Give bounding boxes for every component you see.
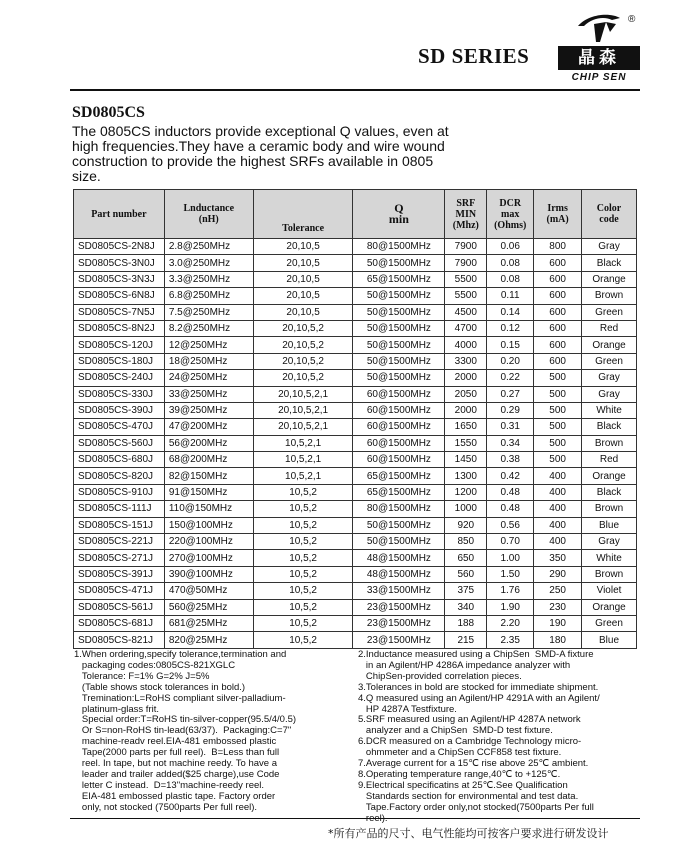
table-row: [74, 484, 637, 500]
cell-color: Orange: [582, 337, 637, 353]
cell-q: 23@1500MHz: [353, 615, 445, 631]
cell-color: Red: [582, 320, 637, 336]
cell-irms: 400: [534, 468, 582, 484]
cell-q: 60@1500MHz: [353, 419, 445, 435]
cell-srf: 7900: [445, 255, 487, 271]
cell-part-number: SD0805CS-111J: [74, 501, 165, 517]
cell-dcr: 0.42: [487, 468, 534, 484]
cell-color: Blue: [582, 632, 637, 648]
cell-q: 60@1500MHz: [353, 452, 445, 468]
cell-srf: 1450: [445, 452, 487, 468]
cell-part-number: SD0805CS-151J: [74, 517, 165, 533]
cell-inductance: 8.2@250MHz: [164, 320, 253, 336]
cell-tolerance: 20,10,5,2: [253, 370, 353, 386]
table-row: [74, 370, 637, 386]
cell-part-number: SD0805CS-390J: [74, 402, 165, 418]
cell-tolerance: 20,10,5: [253, 288, 353, 304]
cell-irms: 400: [534, 501, 582, 517]
cell-irms: 400: [534, 484, 582, 500]
cell-irms: 500: [534, 402, 582, 418]
cell-part-number: SD0805CS-8N2J: [74, 320, 165, 336]
table-row: [74, 419, 637, 435]
cell-irms: 190: [534, 615, 582, 631]
cell-color: White: [582, 550, 637, 566]
col-inductance: Lnductance (nH): [164, 190, 253, 239]
cell-tolerance: 10,5,2: [253, 632, 353, 648]
cell-inductance: 270@100MHz: [164, 550, 253, 566]
cell-inductance: 2.8@250MHz: [164, 239, 253, 255]
col-tolerance: Tolerance: [253, 190, 353, 239]
cell-part-number: SD0805CS-221J: [74, 534, 165, 550]
cell-inductance: 110@150MHz: [164, 501, 253, 517]
cell-dcr: 0.12: [487, 320, 534, 336]
cell-srf: 2000: [445, 402, 487, 418]
cell-color: Brown: [582, 435, 637, 451]
cell-part-number: SD0805CS-680J: [74, 452, 165, 468]
cell-q: 60@1500MHz: [353, 386, 445, 402]
product-title: SD0805CS: [72, 104, 145, 121]
cell-part-number: SD0805CS-821J: [74, 632, 165, 648]
cell-srf: 1200: [445, 484, 487, 500]
cell-inductance: 3.3@250MHz: [164, 271, 253, 287]
cell-tolerance: 20,10,5,2,1: [253, 419, 353, 435]
cell-inductance: 82@150MHz: [164, 468, 253, 484]
cell-q: 23@1500MHz: [353, 632, 445, 648]
footer-note: *所有产品的尺寸、电气性能均可按客户要求进行研发设计: [328, 827, 609, 840]
cell-srf: 340: [445, 599, 487, 615]
col-q-min: Q min: [353, 190, 445, 239]
cell-q: 50@1500MHz: [353, 288, 445, 304]
cell-irms: 500: [534, 452, 582, 468]
cell-srf: 920: [445, 517, 487, 533]
cell-irms: 250: [534, 583, 582, 599]
col-srf: SRF MIN (Mhz): [445, 190, 487, 239]
cell-part-number: SD0805CS-7N5J: [74, 304, 165, 320]
cell-inductance: 560@25MHz: [164, 599, 253, 615]
cell-tolerance: 20,10,5: [253, 239, 353, 255]
cell-inductance: 91@150MHz: [164, 484, 253, 500]
cell-srf: 850: [445, 534, 487, 550]
cell-inductance: 18@250MHz: [164, 353, 253, 369]
table-header-row: [74, 190, 637, 239]
cell-tolerance: 20,10,5,2: [253, 320, 353, 336]
cell-part-number: SD0805CS-910J: [74, 484, 165, 500]
cell-color: Red: [582, 452, 637, 468]
cell-tolerance: 20,10,5,2,1: [253, 386, 353, 402]
cell-color: Violet: [582, 583, 637, 599]
cell-part-number: SD0805CS-470J: [74, 419, 165, 435]
cell-part-number: SD0805CS-820J: [74, 468, 165, 484]
cell-q: 50@1500MHz: [353, 517, 445, 533]
cell-q: 50@1500MHz: [353, 255, 445, 271]
cell-color: Black: [582, 419, 637, 435]
registered-mark: ®: [628, 14, 636, 25]
cell-part-number: SD0805CS-2N8J: [74, 239, 165, 255]
table-row: [74, 550, 637, 566]
cell-dcr: 0.22: [487, 370, 534, 386]
cell-irms: 500: [534, 370, 582, 386]
cell-dcr: 0.06: [487, 239, 534, 255]
cell-inductance: 3.0@250MHz: [164, 255, 253, 271]
cell-srf: 4000: [445, 337, 487, 353]
cell-q: 60@1500MHz: [353, 402, 445, 418]
cell-q: 48@1500MHz: [353, 550, 445, 566]
cell-part-number: SD0805CS-471J: [74, 583, 165, 599]
cell-srf: 7900: [445, 239, 487, 255]
cell-color: Green: [582, 615, 637, 631]
cell-srf: 4500: [445, 304, 487, 320]
table-row: [74, 337, 637, 353]
table-row: [74, 271, 637, 287]
cell-part-number: SD0805CS-391J: [74, 566, 165, 582]
cell-color: Brown: [582, 566, 637, 582]
cell-q: 48@1500MHz: [353, 566, 445, 582]
cell-q: 50@1500MHz: [353, 304, 445, 320]
cell-irms: 600: [534, 304, 582, 320]
cell-tolerance: 10,5,2,1: [253, 468, 353, 484]
cell-inductance: 39@250MHz: [164, 402, 253, 418]
cell-part-number: SD0805CS-3N0J: [74, 255, 165, 271]
cell-q: 80@1500MHz: [353, 501, 445, 517]
cell-tolerance: 20,10,5,2: [253, 337, 353, 353]
cell-irms: 400: [534, 534, 582, 550]
table-row: [74, 353, 637, 369]
cell-irms: 290: [534, 566, 582, 582]
cell-color: White: [582, 402, 637, 418]
cell-q: 65@1500MHz: [353, 468, 445, 484]
cell-irms: 600: [534, 255, 582, 271]
cell-dcr: 0.48: [487, 484, 534, 500]
cell-part-number: SD0805CS-330J: [74, 386, 165, 402]
cell-color: Green: [582, 304, 637, 320]
cell-dcr: 0.20: [487, 353, 534, 369]
cell-inductance: 6.8@250MHz: [164, 288, 253, 304]
cell-inductance: 681@25MHz: [164, 615, 253, 631]
cell-dcr: 1.50: [487, 566, 534, 582]
table-row: [74, 615, 637, 631]
table-row: [74, 320, 637, 336]
cell-part-number: SD0805CS-3N3J: [74, 271, 165, 287]
cell-tolerance: 10,5,2,1: [253, 435, 353, 451]
cell-irms: 600: [534, 271, 582, 287]
cell-part-number: SD0805CS-560J: [74, 435, 165, 451]
cell-tolerance: 20,10,5: [253, 255, 353, 271]
cell-tolerance: 10,5,2: [253, 534, 353, 550]
table-row: [74, 566, 637, 582]
cell-q: 65@1500MHz: [353, 271, 445, 287]
cell-srf: 3300: [445, 353, 487, 369]
cell-irms: 500: [534, 435, 582, 451]
col-irms: Irms (mA): [534, 190, 582, 239]
cell-dcr: 0.08: [487, 255, 534, 271]
cell-inductance: 7.5@250MHz: [164, 304, 253, 320]
notes-right: 2.Inductance measured using a ChipSen SMD-A fixture in an Agilent/HP 4286A impedance analyzer with ChipSen-provided correlation pieces. 3.Tolerances in bold are stocked for immediate shipment. 4.Q measured using an Agilent/HP 4291A with an Agilent/ HP 4287A Testfixture. 5.SRF measured using an Agilent/HP 4287A network analyzer and a ChipSen SMD-D test fixture. 6.DCR measured on a Cambridge Technology micro- ohmmeter and a ChipSen CCF858 test fixture. 7.Average current for a 15℃ rise above 25℃ ambient. 8.Operating temperature range,40℃ to +125℃. 9.Electrical specificatins at 25℃.See Qualification Standards section for environmental and test data. Tape.Factory order only,not stocked(7500parts Per full reel).: [358, 649, 600, 824]
cell-irms: 350: [534, 550, 582, 566]
col-part-number: Part number: [74, 190, 165, 239]
cell-srf: 215: [445, 632, 487, 648]
cell-q: 80@1500MHz: [353, 239, 445, 255]
cell-dcr: 0.15: [487, 337, 534, 353]
table-row: [74, 583, 637, 599]
table-row: [74, 534, 637, 550]
cell-tolerance: 10,5,2: [253, 484, 353, 500]
cell-irms: 500: [534, 419, 582, 435]
cell-srf: 650: [445, 550, 487, 566]
table-row: [74, 239, 637, 255]
cell-part-number: SD0805CS-180J: [74, 353, 165, 369]
cell-q: 50@1500MHz: [353, 370, 445, 386]
cell-part-number: SD0805CS-561J: [74, 599, 165, 615]
table-row: [74, 599, 637, 615]
cell-tolerance: 20,10,5: [253, 271, 353, 287]
cell-irms: 500: [534, 386, 582, 402]
table-row: [74, 402, 637, 418]
cell-srf: 560: [445, 566, 487, 582]
cell-tolerance: 10,5,2: [253, 566, 353, 582]
header-divider: [70, 89, 640, 91]
cell-dcr: 0.14: [487, 304, 534, 320]
cell-dcr: 0.29: [487, 402, 534, 418]
cell-srf: 188: [445, 615, 487, 631]
cell-part-number: SD0805CS-6N8J: [74, 288, 165, 304]
cell-irms: 800: [534, 239, 582, 255]
cell-inductance: 220@100MHz: [164, 534, 253, 550]
cell-srf: 1650: [445, 419, 487, 435]
cell-inductance: 12@250MHz: [164, 337, 253, 353]
cell-tolerance: 10,5,2: [253, 615, 353, 631]
notes-left: 1.When ordering,specify tolerance,termination and packaging codes:0805CS-821XGLC Tolerance: F=1% G=2% J=5% (Table shows stock tolerances in bold.) Tremination:L=RoHS compliant silver-palladium- platinum-glass frit. Special order:T=RoHS tin-silver-copper(95.5/4/0.5) Or S=non-RoHS tin-lead(63/37). Packaging:C=7" machine-readv reel.EIA-481 embossed plastic Tape(2000 parts per full reel). B=Less than full reel. In tape, but not machine reedy. To have a leader and trailer added($25 charge),use Code letter C instead. D=13"machine-reedy reel. EIA-481 embossed plastic tape. Factory order only, not stocked (7500parts Per full reel).: [74, 649, 297, 813]
cell-dcr: 1.90: [487, 599, 534, 615]
cell-color: Black: [582, 255, 637, 271]
table-row: [74, 304, 637, 320]
cell-dcr: 1.00: [487, 550, 534, 566]
cell-srf: 2000: [445, 370, 487, 386]
cell-color: Brown: [582, 501, 637, 517]
cell-inductance: 390@100MHz: [164, 566, 253, 582]
cell-dcr: 0.48: [487, 501, 534, 517]
table-row: [74, 288, 637, 304]
cell-color: Black: [582, 484, 637, 500]
cell-q: 33@1500MHz: [353, 583, 445, 599]
cell-q: 65@1500MHz: [353, 484, 445, 500]
cell-irms: 400: [534, 517, 582, 533]
table-row: [74, 255, 637, 271]
cell-inductance: 47@200MHz: [164, 419, 253, 435]
col-color-code: Color code: [582, 190, 637, 239]
cell-srf: 1000: [445, 501, 487, 517]
cell-dcr: 2.20: [487, 615, 534, 631]
cell-color: Gray: [582, 239, 637, 255]
cell-irms: 600: [534, 288, 582, 304]
cell-dcr: 0.38: [487, 452, 534, 468]
cell-tolerance: 10,5,2: [253, 599, 353, 615]
cell-inductance: 150@100MHz: [164, 517, 253, 533]
cell-q: 60@1500MHz: [353, 435, 445, 451]
cell-color: Orange: [582, 599, 637, 615]
cell-color: Brown: [582, 288, 637, 304]
cell-irms: 600: [534, 337, 582, 353]
cell-irms: 180: [534, 632, 582, 648]
page-header: [0, 0, 680, 90]
cell-inductance: 470@50MHz: [164, 583, 253, 599]
cell-tolerance: 20,10,5: [253, 304, 353, 320]
cell-tolerance: 10,5,2: [253, 517, 353, 533]
cell-inductance: 24@250MHz: [164, 370, 253, 386]
cell-q: 50@1500MHz: [353, 534, 445, 550]
cell-color: Orange: [582, 271, 637, 287]
cell-srf: 4700: [445, 320, 487, 336]
table-row: [74, 517, 637, 533]
cell-tolerance: 10,5,2: [253, 501, 353, 517]
cell-srf: 1550: [445, 435, 487, 451]
cell-tolerance: 20,10,5,2: [253, 353, 353, 369]
footer-divider: [70, 818, 640, 819]
cell-color: Green: [582, 353, 637, 369]
series-title: SD SERIES: [418, 44, 530, 68]
cell-color: Gray: [582, 386, 637, 402]
cell-part-number: SD0805CS-240J: [74, 370, 165, 386]
cell-srf: 5500: [445, 271, 487, 287]
table-row: [74, 632, 637, 648]
cell-part-number: SD0805CS-681J: [74, 615, 165, 631]
cell-color: Gray: [582, 370, 637, 386]
cell-srf: 2050: [445, 386, 487, 402]
cell-dcr: 0.34: [487, 435, 534, 451]
cell-part-number: SD0805CS-271J: [74, 550, 165, 566]
table-row: [74, 501, 637, 517]
cell-inductance: 56@200MHz: [164, 435, 253, 451]
cell-dcr: 0.31: [487, 419, 534, 435]
cell-dcr: 0.11: [487, 288, 534, 304]
cell-srf: 375: [445, 583, 487, 599]
cell-q: 50@1500MHz: [353, 337, 445, 353]
table-row: [74, 386, 637, 402]
table-row: [74, 468, 637, 484]
cell-irms: 600: [534, 320, 582, 336]
cell-inductance: 68@200MHz: [164, 452, 253, 468]
table-row: [74, 435, 637, 451]
cell-q: 50@1500MHz: [353, 320, 445, 336]
cell-q: 50@1500MHz: [353, 353, 445, 369]
cell-tolerance: 10,5,2,1: [253, 452, 353, 468]
cell-inductance: 820@25MHz: [164, 632, 253, 648]
col-dcr: DCR max (Ohms): [487, 190, 534, 239]
cell-color: Gray: [582, 534, 637, 550]
cell-tolerance: 20,10,5,2,1: [253, 402, 353, 418]
cell-srf: 5500: [445, 288, 487, 304]
cell-dcr: 0.08: [487, 271, 534, 287]
cell-srf: 1300: [445, 468, 487, 484]
cell-irms: 600: [534, 353, 582, 369]
cell-part-number: SD0805CS-120J: [74, 337, 165, 353]
cell-color: Blue: [582, 517, 637, 533]
cell-inductance: 33@250MHz: [164, 386, 253, 402]
cell-dcr: 1.76: [487, 583, 534, 599]
cell-dcr: 2.35: [487, 632, 534, 648]
logo-swoosh-icon: [576, 10, 622, 44]
cell-dcr: 0.70: [487, 534, 534, 550]
product-description: The 0805CS inductors provide exceptional Q values, even at high frequencies.They have a ceramic body and wire wound construction to provide the highest SRFs available in 0805 size.: [72, 123, 449, 184]
table-row: [74, 452, 637, 468]
cell-tolerance: 10,5,2: [253, 583, 353, 599]
logo-chinese-text: 晶森: [558, 46, 640, 70]
cell-dcr: 0.27: [487, 386, 534, 402]
spec-table: [73, 189, 637, 649]
logo-english-text: CHIP SEN: [571, 72, 627, 83]
cell-irms: 230: [534, 599, 582, 615]
cell-q: 23@1500MHz: [353, 599, 445, 615]
cell-dcr: 0.56: [487, 517, 534, 533]
cell-color: Orange: [582, 468, 637, 484]
cell-tolerance: 10,5,2: [253, 550, 353, 566]
